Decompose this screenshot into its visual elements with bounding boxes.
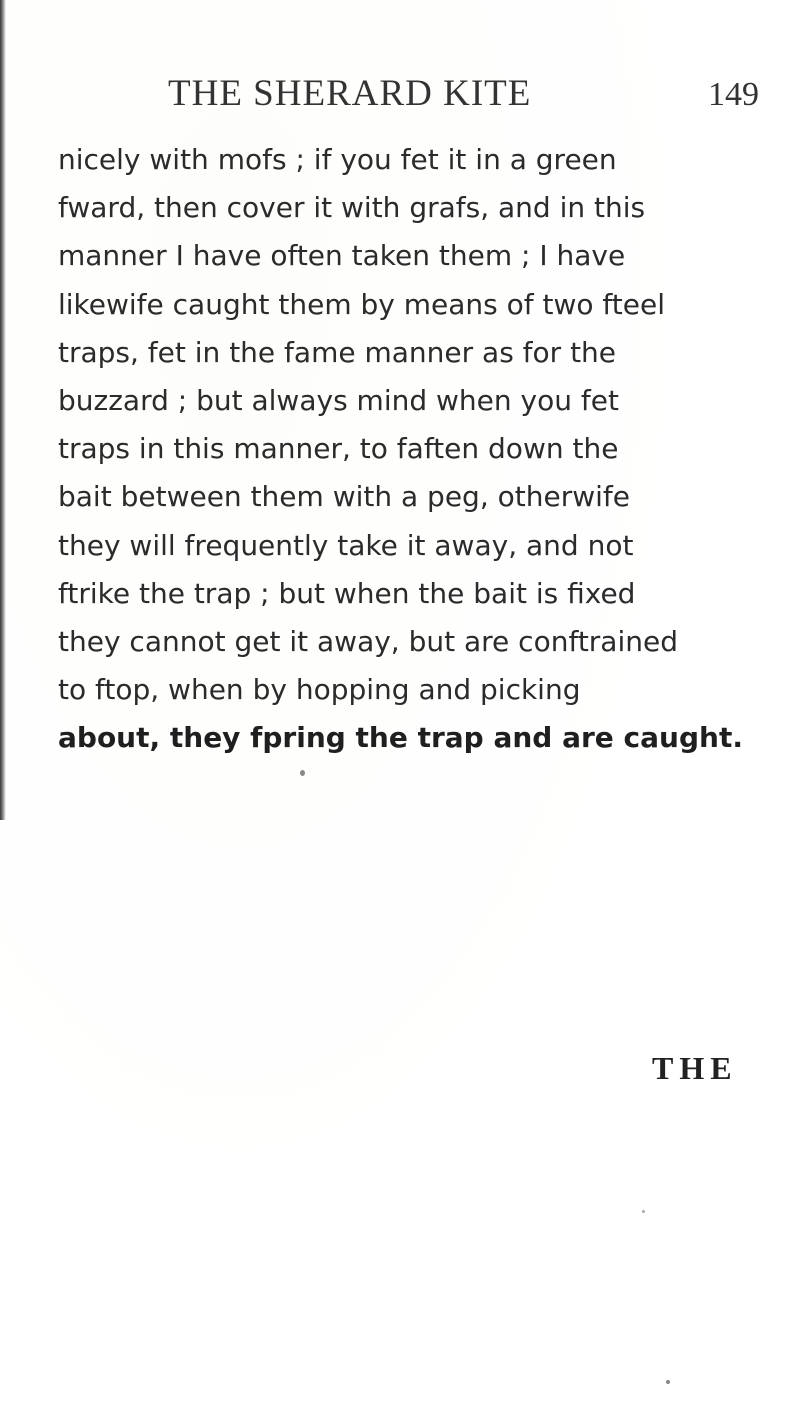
text-line: traps, fet in the fame manner as for the (58, 335, 617, 369)
text-line: they cannot get it away, but are conftrained (58, 624, 678, 658)
text-line: manner I have often taken them ; I have (58, 239, 626, 273)
text-line: fward, then cover it with grafs, and in this (58, 191, 646, 225)
text-line: buzzard ; but always mind when you fet (58, 383, 619, 417)
paper-speck (666, 1380, 670, 1384)
running-title: THE SHERARD KITE (168, 73, 532, 114)
page-number: 149 (708, 76, 759, 113)
text-line: ftrike the trap ; but when the bait is fixed (58, 576, 636, 610)
text-line: traps in this manner, to faften down the (58, 432, 619, 466)
paper-speck (300, 770, 305, 776)
paper-speck (642, 1210, 645, 1213)
catchword: THE (652, 1050, 738, 1086)
body-text (58, 136, 778, 762)
text-line: likewife caught them by means of two fteel (58, 287, 666, 321)
text-line: they will frequently take it away, and not (58, 528, 634, 562)
text-line: nicely with mofs ; if you fet it in a green (58, 143, 617, 176)
text-line: bait between them with a peg, otherwife (58, 480, 630, 514)
page-gutter-edge (0, 0, 6, 820)
text-line: about, they fpring the trap and are caught. (58, 721, 743, 755)
text-line: to ftop, when by hopping and picking (58, 673, 581, 707)
